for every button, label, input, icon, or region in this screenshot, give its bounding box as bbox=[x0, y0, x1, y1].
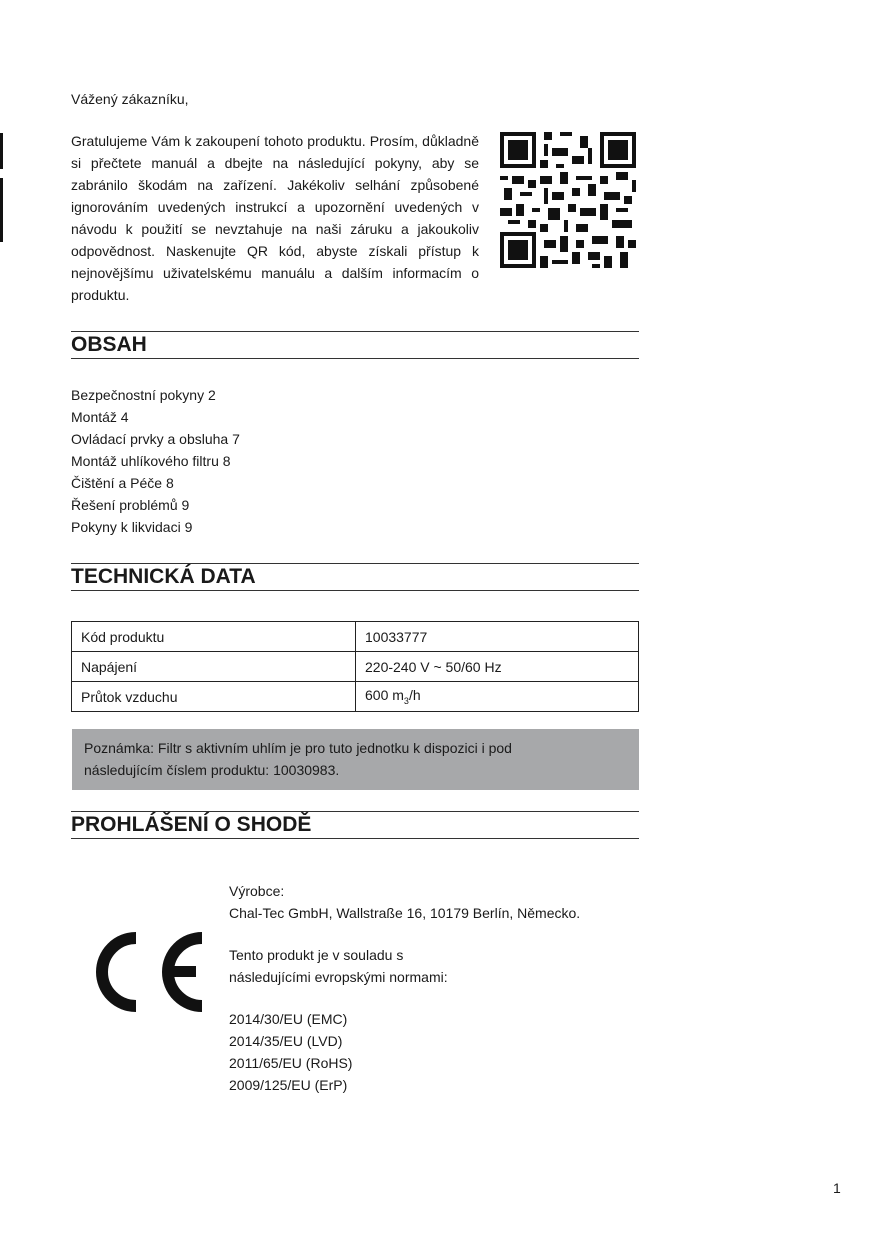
intro-paragraph: Gratulujeme Vám k zakoupení tohoto produktu. Prosím, důkladně si přečtete manuál a dbejte na následující pokyny, aby se zabránilo škodám na zařízení. Jakékoliv selhání způsobené ignorováním uvedených instrukcí a upozornění uvedených v návodu k použití se nevztahuje na naši záruku a jakoukoliv odpovědnost. Naskenujte QR kód, abyste získali přístup k nejnovějšímu uživatelskému manuálu a dalším informacím o produktu. bbox=[71, 133, 479, 303]
table-of-contents bbox=[71, 384, 240, 538]
standard-item: 2014/30/EU (EMC) bbox=[229, 1011, 348, 1027]
ce-mark-icon bbox=[84, 928, 206, 1016]
table-row bbox=[72, 652, 639, 682]
contents-heading: OBSAH bbox=[71, 331, 639, 359]
table-cell-value: 10033777 bbox=[356, 622, 639, 652]
margin-marker-top bbox=[0, 133, 3, 169]
greeting: Vážený zákazníku, bbox=[71, 91, 189, 107]
airflow-value: 600 m bbox=[365, 687, 404, 704]
standard-item: 2011/65/EU (RoHS) bbox=[229, 1055, 353, 1071]
page-number: 1 bbox=[833, 1180, 841, 1196]
declaration-heading: PROHLÁŠENÍ O SHODĚ bbox=[71, 811, 639, 839]
toc-item: Montáž uhlíkového filtru 8 bbox=[71, 453, 231, 469]
margin-marker-bottom bbox=[0, 178, 3, 242]
table-cell-value bbox=[356, 682, 639, 712]
airflow-unit-sub: 3 bbox=[403, 695, 409, 706]
tech-heading: TECHNICKÁ DATA bbox=[71, 563, 639, 591]
manufacturer-label: Výrobce: bbox=[229, 883, 285, 899]
tech-data-table bbox=[71, 621, 639, 712]
note-line: Poznámka: Filtr s aktivním uhlím je pro tuto jednotku k dispozici i pod bbox=[84, 740, 512, 756]
table-cell-value: 220-240 V ~ 50/60 Hz bbox=[356, 652, 639, 682]
manufacturer-address: Chal-Tec GmbH, Wallstraße 16, 10179 Berlín, Německo. bbox=[229, 905, 581, 921]
standard-item: 2009/125/EU (ErP) bbox=[229, 1077, 348, 1093]
toc-item: Řešení problémů 9 bbox=[71, 497, 190, 513]
toc-item: Ovládací prvky a obsluha 7 bbox=[71, 431, 240, 447]
conformity-line: následujícími evropskými normami: bbox=[229, 969, 448, 985]
table-cell-label: Napájení bbox=[72, 652, 356, 682]
note-box bbox=[72, 729, 639, 790]
toc-item: Pokyny k likvidaci 9 bbox=[71, 519, 193, 535]
table-row bbox=[72, 622, 639, 652]
note-line: následujícím číslem produktu: 10030983. bbox=[84, 762, 340, 778]
table-cell-label: Kód produktu bbox=[72, 622, 356, 652]
qr-code-icon bbox=[500, 132, 636, 268]
conformity-line: Tento produkt je v souladu s bbox=[229, 947, 404, 963]
standard-item: 2014/35/EU (LVD) bbox=[229, 1033, 343, 1049]
toc-item: Montáž 4 bbox=[71, 409, 129, 425]
table-cell-label: Průtok vzduchu bbox=[72, 682, 356, 712]
toc-item: Čištění a Péče 8 bbox=[71, 475, 174, 491]
airflow-unit-tail: /h bbox=[408, 687, 421, 704]
toc-item: Bezpečnostní pokyny 2 bbox=[71, 387, 216, 403]
table-row bbox=[72, 682, 639, 712]
declaration-text bbox=[229, 880, 580, 1096]
